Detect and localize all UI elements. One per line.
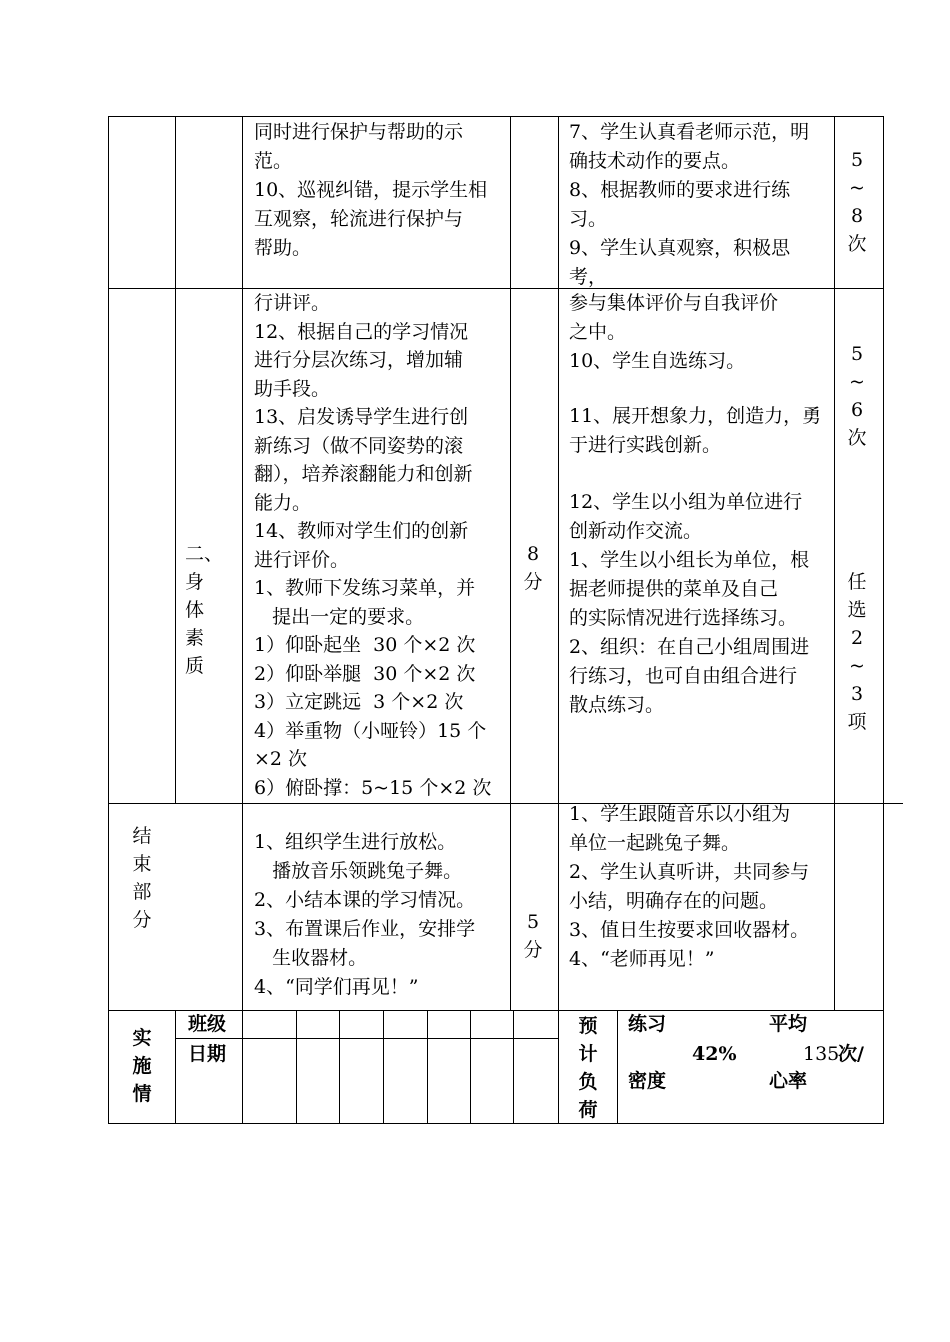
load-label-char: 荷 bbox=[578, 1099, 598, 1121]
rule-right bbox=[883, 116, 884, 1124]
row3-student-line: 3、值日生按要求回收器材。 bbox=[569, 919, 810, 941]
heart-rate-label-1: 平均 bbox=[769, 1013, 808, 1035]
row2-section-char: 素 bbox=[185, 627, 205, 649]
row2-student-line: 据老师提供的菜单及自己 bbox=[569, 578, 779, 600]
row2-student-line: 1、学生以小组长为单位，根 bbox=[569, 549, 810, 571]
row2-student-line: 的实际情况进行选择练习。 bbox=[569, 607, 798, 629]
row2-teacher-line: ×2 次 bbox=[254, 748, 308, 770]
row2-teacher-line: 13、启发诱导学生进行创 bbox=[254, 406, 469, 428]
row2-section-char: 身 bbox=[185, 571, 205, 593]
row2-count-char: 5~ bbox=[849, 343, 865, 393]
row2-student-text-b bbox=[569, 402, 821, 460]
rule-student-col bbox=[558, 116, 559, 1124]
row3-teacher-line: 4、“同学们再见！” bbox=[254, 976, 419, 998]
row4-section-char: 施 bbox=[132, 1055, 152, 1077]
row2-student-line: 行练习，也可自由组合进行 bbox=[569, 665, 798, 687]
rule-bottom bbox=[108, 1123, 883, 1124]
rule-time-col bbox=[510, 116, 511, 1011]
row2-count-char: 3 bbox=[850, 683, 864, 705]
row2-teacher-line: 1、教师下发练习菜单，并 bbox=[254, 577, 476, 599]
rule-grid-4 bbox=[427, 1010, 428, 1124]
row2-teacher-line: 12、根据自己的学习情况 bbox=[254, 320, 469, 343]
row3-time-char: 5 bbox=[526, 911, 540, 933]
row1-student-line: 习。 bbox=[569, 208, 608, 230]
row2-teacher-line: 翻），培养滚翻能力和创新 bbox=[254, 463, 473, 485]
row2-student-line: 参与集体评价与自我评价 bbox=[569, 292, 779, 314]
row2-time bbox=[522, 540, 544, 596]
row1-count-char: 8 bbox=[850, 205, 864, 227]
row2-teacher-line: 2）仰卧举腿 30 个×2 次 bbox=[254, 662, 476, 685]
rule-teacher-col bbox=[242, 116, 243, 1124]
row2-count-b bbox=[846, 568, 868, 736]
row2-teacher-line: 进行分层次练习，增加辅 bbox=[254, 349, 464, 371]
row2-student-line: 2、组织：在自己小组周围进 bbox=[569, 636, 810, 658]
row1-student-text bbox=[569, 118, 809, 292]
rule-grid-3 bbox=[383, 1010, 384, 1124]
row3-teacher-line: 1、组织学生进行放松。 bbox=[254, 831, 457, 853]
row2-section-char: 二、 bbox=[185, 543, 224, 565]
row2-teacher-line: 14、教师对学生们的创新 bbox=[254, 520, 469, 542]
rule-grid-2 bbox=[339, 1010, 340, 1124]
row3-student-text bbox=[569, 800, 809, 974]
row1-student-line: 8、根据教师的要求进行练 bbox=[569, 179, 791, 201]
row2-teacher-line: 3）立定跳远 3 个×2 次 bbox=[254, 691, 464, 713]
row2-teacher-line: 新练习（做不同姿势的滚 bbox=[254, 434, 464, 457]
row2-count-char: 次 bbox=[847, 427, 867, 449]
row1-count bbox=[846, 146, 868, 258]
row2-time-char: 分 bbox=[523, 571, 543, 593]
row3-time-char: 分 bbox=[523, 939, 543, 961]
row2-time-char: 8 bbox=[526, 543, 540, 565]
row3-section-char: 束 bbox=[132, 853, 152, 875]
heart-rate-value: 135 bbox=[803, 1043, 840, 1065]
row3-teacher-line: 生收器材。 bbox=[254, 947, 368, 969]
row3-teacher-line: 3、布置课后作业，安排学 bbox=[254, 918, 476, 940]
row1-student-line: 考， bbox=[569, 266, 608, 288]
row2-student-line: 10、学生自选练习。 bbox=[569, 350, 746, 372]
row1-student-line: 9、学生认真观察，积极思 bbox=[569, 237, 791, 259]
row2-teacher-line: 1）仰卧起坐 30 个×2 次 bbox=[254, 634, 476, 656]
rule-section-col bbox=[175, 116, 176, 804]
rule-grid-6 bbox=[513, 1010, 514, 1124]
row2-student-line: 12、学生以小组为单位进行 bbox=[569, 491, 803, 513]
rule-class-date-divider bbox=[175, 1038, 558, 1039]
row1-teacher-line: 10、巡视纠错，提示学生相 bbox=[254, 179, 488, 201]
row1-student-line: 确技术动作的要点。 bbox=[569, 150, 741, 172]
rule-top bbox=[108, 116, 883, 117]
row2-teacher-line: 4）举重物（小哑铃）15 个 bbox=[254, 719, 487, 742]
row2-student-line: 11、展开想象力，创造力，勇 bbox=[569, 405, 822, 427]
row3-section-char: 结 bbox=[132, 825, 152, 847]
row3-section-label bbox=[131, 822, 153, 934]
load-label-char: 负 bbox=[578, 1071, 598, 1093]
row2-section-label bbox=[185, 540, 225, 680]
load-label-char: 预 bbox=[578, 1015, 598, 1037]
rule-left bbox=[108, 116, 109, 1124]
row2-student-line: 之中。 bbox=[569, 321, 627, 343]
load-label-char: 计 bbox=[578, 1043, 598, 1065]
row2-teacher-line: 助手段。 bbox=[254, 377, 331, 400]
row2-count-char: 任 bbox=[847, 571, 867, 593]
row1-teacher-text bbox=[254, 118, 487, 263]
row2-student-text-a bbox=[569, 289, 778, 376]
row4-section-char: 情 bbox=[132, 1083, 152, 1105]
row2-student-text-c bbox=[569, 488, 809, 720]
row2-count-char: 选 bbox=[847, 599, 867, 621]
row3-section-char: 分 bbox=[132, 909, 152, 931]
rule-grid-1 bbox=[296, 1010, 297, 1124]
row2-teacher-line: 进行评价。 bbox=[254, 548, 350, 571]
row3-teacher-text bbox=[254, 828, 475, 1002]
rule-load-label-col bbox=[617, 1010, 618, 1124]
row3-teacher-line: 播放音乐领跳兔子舞。 bbox=[254, 860, 463, 882]
row1-teacher-line: 帮助。 bbox=[254, 237, 312, 259]
heart-rate-label-2: 心率 bbox=[769, 1070, 808, 1092]
row2-count-a bbox=[846, 340, 868, 452]
row4-section-char: 实 bbox=[132, 1027, 152, 1049]
row1-teacher-line: 互观察，轮流进行保护与 bbox=[254, 208, 464, 230]
row3-student-line: 1、学生跟随音乐以小组为 bbox=[569, 803, 791, 825]
density-label-2: 密度 bbox=[628, 1070, 667, 1092]
row2-student-line: 创新动作交流。 bbox=[569, 520, 703, 542]
row2-teacher-line: 6）俯卧撑：5~15 个×2 次 bbox=[254, 776, 492, 799]
row3-time bbox=[522, 908, 544, 964]
row2-count-char: 项 bbox=[847, 711, 867, 733]
heart-rate-unit: 次/ bbox=[838, 1043, 864, 1065]
row3-student-line: 2、学生认真听讲，共同参与 bbox=[569, 861, 810, 883]
row3-student-line: 小结，明确存在的问题。 bbox=[569, 890, 779, 912]
row1-teacher-line: 范。 bbox=[254, 150, 293, 172]
row2-count-char: 6 bbox=[850, 399, 864, 421]
row2-count-char: 2~ bbox=[849, 627, 865, 677]
row1-count-char: 5~ bbox=[849, 149, 865, 199]
row2-teacher-line: 提出一定的要求。 bbox=[254, 605, 425, 628]
row2-section-char: 质 bbox=[185, 655, 205, 677]
row3-section-char: 部 bbox=[132, 881, 152, 903]
row2-student-line: 散点练习。 bbox=[569, 694, 665, 716]
row4-section-label bbox=[131, 1024, 153, 1108]
class-label: 班级 bbox=[188, 1013, 227, 1035]
row3-teacher-line: 2、小结本课的学习情况。 bbox=[254, 889, 476, 911]
rule-grid-5 bbox=[470, 1010, 471, 1124]
load-label bbox=[577, 1012, 599, 1124]
row1-teacher-line: 同时进行保护与帮助的示 bbox=[254, 121, 464, 143]
density-label-1: 练习 bbox=[628, 1013, 667, 1035]
row1-count-char: 次 bbox=[847, 233, 867, 255]
row1-student-line: 7、学生认真看老师示范，明 bbox=[569, 121, 810, 143]
row2-student-line: 于进行实践创新。 bbox=[569, 434, 722, 456]
row3-student-line: 单位一起跳兔子舞。 bbox=[569, 832, 741, 854]
rule-section-col-bottom bbox=[175, 1010, 176, 1124]
row2-teacher-text bbox=[254, 289, 491, 802]
rule-count-col bbox=[834, 116, 835, 1011]
row3-student-line: 4、“老师再见！” bbox=[569, 948, 715, 970]
date-label: 日期 bbox=[188, 1043, 227, 1065]
density-value: 42% bbox=[692, 1043, 737, 1065]
row2-teacher-line: 行讲评。 bbox=[254, 292, 331, 314]
row2-section-char: 体 bbox=[185, 599, 205, 621]
row2-teacher-line: 能力。 bbox=[254, 491, 312, 514]
